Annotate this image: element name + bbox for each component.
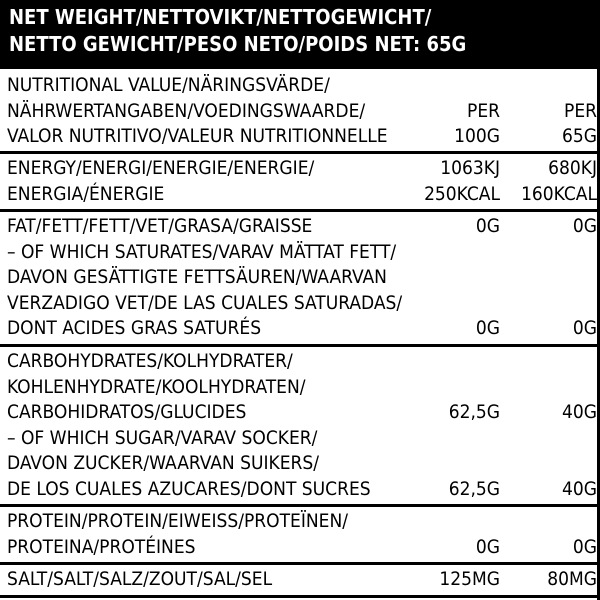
- net-weight-header: [0, 0, 600, 69]
- energy-label-2: ENERGIA/ÉNERGIE: [7, 182, 165, 205]
- energy-label-1: ENERGY/ENERGI/ENERGIE/ENERGIE/: [7, 157, 315, 179]
- col-per-100-header-1: PER: [467, 99, 500, 122]
- energy-per-100-kj: 1063KJ: [440, 157, 500, 179]
- net-weight-line-2: [9, 31, 600, 58]
- protein-per-serving: 0G: [572, 535, 597, 558]
- divider: [0, 504, 600, 507]
- carbs-label-3: CARBOHIDRATOS/GLUCIDES: [7, 401, 247, 423]
- protein-label-1: PROTEIN/PROTEIN/EIWEISS/PROTEÏNEN/: [7, 510, 348, 532]
- col-per-serving-header-2: 65G: [562, 125, 597, 147]
- fat-label: FAT/FETT/FETT/VET/GRASA/GRAISSE: [7, 215, 313, 237]
- saturates-label-2: DAVON GESÄTTIGTE FETTSÄUREN/WAARVAN: [7, 266, 387, 288]
- energy-per-100-kcal: 250KCAL: [424, 182, 500, 205]
- divider: [0, 595, 600, 598]
- divider: [0, 344, 600, 347]
- carbs-per-serving: 40G: [562, 401, 597, 423]
- protein-label-2: PROTEINA/PROTÉINES: [7, 535, 196, 558]
- saturates-per-100: 0G: [475, 317, 500, 339]
- net-weight-text: NETTO GEWICHT/PESO NETO/POIDS NET:: [9, 32, 427, 56]
- salt-per-serving: 80MG: [547, 568, 597, 590]
- divider: [0, 562, 600, 565]
- salt-per-100: 125MG: [439, 568, 500, 590]
- heading-line-1: NUTRITIONAL VALUE/NÄRINGSVÄRDE/: [7, 74, 330, 96]
- fat-per-100: 0G: [475, 215, 500, 237]
- protein-per-100: 0G: [475, 535, 500, 558]
- saturates-label-1: – OF WHICH SATURATES/VARAV MÄTTAT FETT/: [7, 240, 397, 263]
- saturates-label-3: VERZADIGO VET/DE LAS CUALES SATURADAS/: [7, 291, 403, 314]
- sugar-per-100: 62,5G: [448, 477, 500, 500]
- heading-line-2: NÄHRWERTANGABEN/VOEDINGSWAARDE/: [7, 99, 366, 122]
- sugar-label-3: DE LOS CUALES AZUCARES/DONT SUCRES: [7, 477, 371, 500]
- net-weight-value: 65G: [426, 32, 467, 56]
- energy-per-serving-kj: 680KJ: [548, 157, 597, 179]
- divider: [0, 151, 600, 154]
- carbs-per-100: 62,5G: [448, 401, 500, 423]
- heading-line-3: VALOR NUTRITIVO/VALEUR NUTRITIONNELLE: [7, 125, 388, 147]
- col-per-100-header-2: 100G: [454, 125, 500, 147]
- sugar-label-2: DAVON ZUCKER/WAARVAN SUIKERS/: [7, 452, 320, 474]
- carbs-label-1: CARBOHYDRATES/KOLHYDRATER/: [7, 350, 293, 372]
- divider: [0, 209, 600, 212]
- net-weight-line-1: NET WEIGHT/NETTOVIKT/NETTOGEWICHT/: [9, 5, 432, 29]
- col-per-serving-header-1: PER: [564, 99, 597, 122]
- carbs-label-2: KOHLENHYDRATE/KOOLHYDRATEN/: [7, 375, 306, 398]
- energy-per-serving-kcal: 160KCAL: [521, 182, 597, 205]
- saturates-label-4: DONT ACIDES GRAS SATURÉS: [7, 317, 262, 339]
- sugar-label-1: – OF WHICH SUGAR/VARAV SOCKER/: [7, 426, 318, 449]
- saturates-per-serving: 0G: [572, 317, 597, 339]
- sugar-per-serving: 40G: [562, 477, 597, 500]
- fat-per-serving: 0G: [572, 215, 597, 237]
- salt-label: SALT/SALT/SALZ/ZOUT/SAL/SEL: [7, 568, 273, 590]
